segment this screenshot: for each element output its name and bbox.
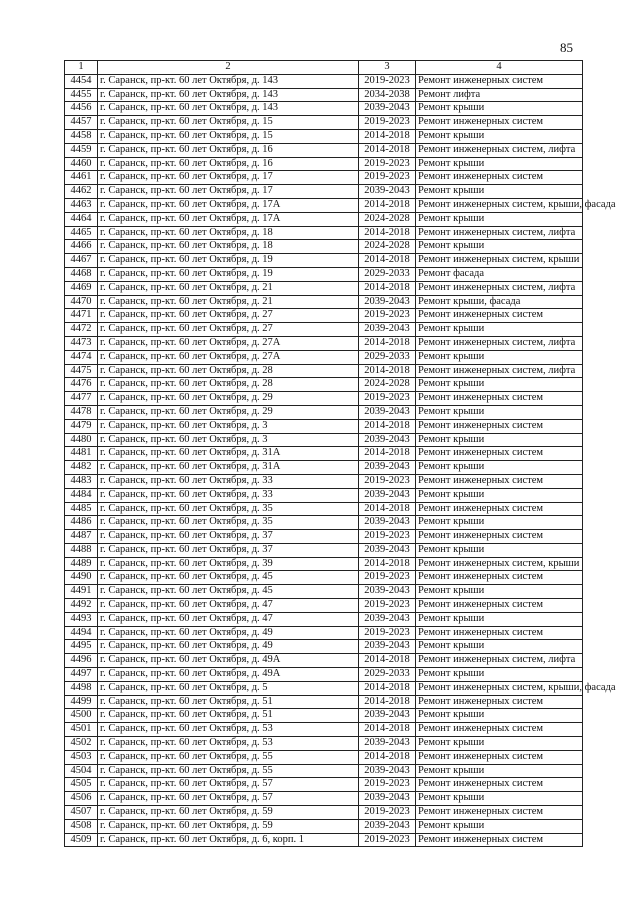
- row-number: 4487: [65, 530, 98, 544]
- address-cell: г. Саранск, пр-кт. 60 лет Октября, д. 15: [98, 129, 359, 143]
- table-row: [65, 737, 583, 751]
- address-cell: г. Саранск, пр-кт. 60 лет Октября, д. 5: [98, 681, 359, 695]
- period-cell: 2019-2023: [359, 778, 416, 792]
- row-number: 4480: [65, 433, 98, 447]
- row-number: 4460: [65, 157, 98, 171]
- address-cell: г. Саранск, пр-кт. 60 лет Октября, д. 16: [98, 157, 359, 171]
- work-type-cell: Ремонт инженерных систем: [416, 392, 583, 406]
- work-type-cell: Ремонт крыши: [416, 737, 583, 751]
- address-cell: г. Саранск, пр-кт. 60 лет Октября, д. 17: [98, 171, 359, 185]
- period-cell: 2014-2018: [359, 695, 416, 709]
- table-row: [65, 226, 583, 240]
- work-type-cell: Ремонт инженерных систем, лифта: [416, 281, 583, 295]
- period-cell: 2014-2018: [359, 750, 416, 764]
- period-cell: 2014-2018: [359, 198, 416, 212]
- period-cell: 2019-2023: [359, 474, 416, 488]
- work-type-cell: Ремонт крыши: [416, 585, 583, 599]
- address-cell: г. Саранск, пр-кт. 60 лет Октября, д. 143: [98, 102, 359, 116]
- row-number: 4472: [65, 323, 98, 337]
- table-row: [65, 378, 583, 392]
- table-row: [65, 185, 583, 199]
- row-number: 4455: [65, 88, 98, 102]
- row-number: 4462: [65, 185, 98, 199]
- table-body: [65, 74, 616, 847]
- period-cell: 2014-2018: [359, 281, 416, 295]
- work-type-cell: Ремонт инженерных систем: [416, 116, 583, 130]
- period-cell: 2039-2043: [359, 612, 416, 626]
- page-number: 85: [560, 40, 573, 55]
- period-cell: 2014-2018: [359, 447, 416, 461]
- work-type-cell: Ремонт крыши: [416, 323, 583, 337]
- row-number: 4484: [65, 488, 98, 502]
- work-type-cell: Ремонт инженерных систем: [416, 833, 583, 847]
- work-type-cell: Ремонт крыши: [416, 102, 583, 116]
- work-type-cell: Ремонт инженерных систем: [416, 626, 583, 640]
- work-type-cell: Ремонт инженерных систем: [416, 171, 583, 185]
- address-cell: г. Саранск, пр-кт. 60 лет Октября, д. 59: [98, 806, 359, 820]
- period-cell: 2019-2023: [359, 171, 416, 185]
- address-cell: г. Саранск, пр-кт. 60 лет Октября, д. 33: [98, 474, 359, 488]
- row-number: 4454: [65, 74, 98, 88]
- period-cell: 2039-2043: [359, 433, 416, 447]
- period-cell: 2039-2043: [359, 516, 416, 530]
- period-cell: 2039-2043: [359, 102, 416, 116]
- work-type-cell: Ремонт инженерных систем, крыши, фасада: [416, 198, 583, 212]
- work-type-cell: Ремонт крыши: [416, 350, 583, 364]
- row-number: 4459: [65, 143, 98, 157]
- table-row: [65, 654, 583, 668]
- table-row: [65, 309, 583, 323]
- table-row: [65, 433, 583, 447]
- period-cell: 2039-2043: [359, 585, 416, 599]
- work-type-cell: Ремонт инженерных систем, лифта: [416, 336, 583, 350]
- work-type-cell: Ремонт крыши: [416, 709, 583, 723]
- row-number: 4461: [65, 171, 98, 185]
- address-cell: г. Саранск, пр-кт. 60 лет Октября, д. 47: [98, 599, 359, 613]
- work-type-cell: Ремонт крыши: [416, 819, 583, 833]
- work-type-cell: Ремонт инженерных систем: [416, 778, 583, 792]
- period-cell: 2039-2043: [359, 295, 416, 309]
- row-number: 4488: [65, 543, 98, 557]
- row-number: 4504: [65, 764, 98, 778]
- period-cell: 2039-2043: [359, 461, 416, 475]
- table-row: [65, 792, 583, 806]
- period-cell: 2019-2023: [359, 530, 416, 544]
- table-row: [65, 461, 583, 475]
- table-row: [65, 502, 583, 516]
- row-number: 4505: [65, 778, 98, 792]
- address-cell: г. Саранск, пр-кт. 60 лет Октября, д. 18: [98, 240, 359, 254]
- address-cell: г. Саранск, пр-кт. 60 лет Октября, д. 33: [98, 488, 359, 502]
- row-number: 4489: [65, 557, 98, 571]
- period-cell: 2039-2043: [359, 323, 416, 337]
- address-cell: г. Саранск, пр-кт. 60 лет Октября, д. 27: [98, 309, 359, 323]
- table-row: [65, 626, 583, 640]
- table-row: [65, 764, 583, 778]
- period-cell: 2019-2023: [359, 116, 416, 130]
- work-type-cell: Ремонт крыши: [416, 543, 583, 557]
- work-type-cell: Ремонт инженерных систем: [416, 309, 583, 323]
- row-number: 4467: [65, 254, 98, 268]
- column-header-3: 3: [359, 61, 416, 75]
- row-number: 4497: [65, 668, 98, 682]
- table-row: [65, 323, 583, 337]
- table-row: [65, 488, 583, 502]
- table-row: [65, 571, 583, 585]
- period-cell: 2014-2018: [359, 557, 416, 571]
- row-number: 4465: [65, 226, 98, 240]
- row-number: 4476: [65, 378, 98, 392]
- table-row: [65, 557, 583, 571]
- repair-schedule-table: [64, 60, 616, 847]
- table-row: [65, 668, 583, 682]
- row-number: 4507: [65, 806, 98, 820]
- address-cell: г. Саранск, пр-кт. 60 лет Октября, д. 57: [98, 792, 359, 806]
- row-number: 4468: [65, 267, 98, 281]
- table-row: [65, 833, 583, 847]
- row-number: 4501: [65, 723, 98, 737]
- row-number: 4499: [65, 695, 98, 709]
- table-row: [65, 88, 583, 102]
- row-number: 4466: [65, 240, 98, 254]
- work-type-cell: Ремонт крыши: [416, 764, 583, 778]
- row-number: 4481: [65, 447, 98, 461]
- work-type-cell: Ремонт инженерных систем: [416, 571, 583, 585]
- period-cell: 2014-2018: [359, 681, 416, 695]
- address-cell: г. Саранск, пр-кт. 60 лет Октября, д. 17А: [98, 198, 359, 212]
- period-cell: 2014-2018: [359, 723, 416, 737]
- row-number: 4475: [65, 364, 98, 378]
- row-number: 4464: [65, 212, 98, 226]
- row-number: 4503: [65, 750, 98, 764]
- period-cell: 2039-2043: [359, 709, 416, 723]
- work-type-cell: Ремонт крыши: [416, 129, 583, 143]
- table-row: [65, 543, 583, 557]
- period-cell: 2029-2033: [359, 350, 416, 364]
- row-number: 4498: [65, 681, 98, 695]
- work-type-cell: Ремонт инженерных систем: [416, 530, 583, 544]
- work-type-cell: Ремонт инженерных систем, лифта: [416, 226, 583, 240]
- table-row: [65, 419, 583, 433]
- row-number: 4500: [65, 709, 98, 723]
- address-cell: г. Саранск, пр-кт. 60 лет Октября, д. 16: [98, 143, 359, 157]
- address-cell: г. Саранск, пр-кт. 60 лет Октября, д. 31А: [98, 447, 359, 461]
- address-cell: г. Саранск, пр-кт. 60 лет Октября, д. 143: [98, 74, 359, 88]
- period-cell: 2034-2038: [359, 88, 416, 102]
- row-number: 4493: [65, 612, 98, 626]
- table-row: [65, 516, 583, 530]
- work-type-cell: Ремонт инженерных систем, крыши: [416, 254, 583, 268]
- table-row: [65, 350, 583, 364]
- address-cell: г. Саранск, пр-кт. 60 лет Октября, д. 51: [98, 709, 359, 723]
- table-row: [65, 709, 583, 723]
- table-row: [65, 143, 583, 157]
- row-number: 4508: [65, 819, 98, 833]
- table-row: [65, 750, 583, 764]
- address-cell: г. Саранск, пр-кт. 60 лет Октября, д. 17А: [98, 212, 359, 226]
- row-number: 4506: [65, 792, 98, 806]
- work-type-cell: Ремонт инженерных систем: [416, 806, 583, 820]
- column-header-1: 1: [65, 61, 98, 75]
- work-type-cell: Ремонт инженерных систем: [416, 447, 583, 461]
- column-header-2: 2: [98, 61, 359, 75]
- period-cell: 2024-2028: [359, 240, 416, 254]
- table-row: [65, 695, 583, 709]
- row-number: 4482: [65, 461, 98, 475]
- period-cell: 2039-2043: [359, 405, 416, 419]
- address-cell: г. Саранск, пр-кт. 60 лет Октября, д. 31А: [98, 461, 359, 475]
- address-cell: г. Саранск, пр-кт. 60 лет Октября, д. 18: [98, 226, 359, 240]
- address-cell: г. Саранск, пр-кт. 60 лет Октября, д. 21: [98, 281, 359, 295]
- table-row: [65, 254, 583, 268]
- row-number: 4490: [65, 571, 98, 585]
- work-type-cell: Ремонт крыши: [416, 488, 583, 502]
- period-cell: 2039-2043: [359, 764, 416, 778]
- row-number: 4496: [65, 654, 98, 668]
- table-row: [65, 129, 583, 143]
- address-cell: г. Саранск, пр-кт. 60 лет Октября, д. 3: [98, 433, 359, 447]
- address-cell: г. Саранск, пр-кт. 60 лет Октября, д. 45: [98, 585, 359, 599]
- address-cell: г. Саранск, пр-кт. 60 лет Октября, д. 27А: [98, 336, 359, 350]
- row-number: 4457: [65, 116, 98, 130]
- row-number: 4483: [65, 474, 98, 488]
- work-type-cell: Ремонт инженерных систем: [416, 723, 583, 737]
- address-cell: г. Саранск, пр-кт. 60 лет Октября, д. 6, корп. 1: [98, 833, 359, 847]
- period-cell: 2019-2023: [359, 599, 416, 613]
- row-number: 4502: [65, 737, 98, 751]
- address-cell: г. Саранск, пр-кт. 60 лет Октября, д. 17: [98, 185, 359, 199]
- period-cell: 2019-2023: [359, 392, 416, 406]
- table-row: [65, 102, 583, 116]
- table-row: [65, 198, 583, 212]
- address-cell: г. Саранск, пр-кт. 60 лет Октября, д. 49А: [98, 654, 359, 668]
- work-type-cell: Ремонт крыши: [416, 640, 583, 654]
- work-type-cell: Ремонт инженерных систем, лифта: [416, 364, 583, 378]
- work-type-cell: Ремонт инженерных систем: [416, 599, 583, 613]
- address-cell: г. Саранск, пр-кт. 60 лет Октября, д. 3: [98, 419, 359, 433]
- address-cell: г. Саранск, пр-кт. 60 лет Октября, д. 53: [98, 723, 359, 737]
- table-row: [65, 405, 583, 419]
- period-cell: 2019-2023: [359, 806, 416, 820]
- row-number: 4486: [65, 516, 98, 530]
- period-cell: 2014-2018: [359, 254, 416, 268]
- table-row: [65, 585, 583, 599]
- table-row: [65, 640, 583, 654]
- address-cell: г. Саранск, пр-кт. 60 лет Октября, д. 15: [98, 116, 359, 130]
- work-type-cell: Ремонт крыши: [416, 792, 583, 806]
- work-type-cell: Ремонт инженерных систем: [416, 74, 583, 88]
- row-number: 4463: [65, 198, 98, 212]
- table-row: [65, 295, 583, 309]
- table-row: [65, 364, 583, 378]
- row-number: 4479: [65, 419, 98, 433]
- address-cell: г. Саранск, пр-кт. 60 лет Октября, д. 53: [98, 737, 359, 751]
- address-cell: г. Саранск, пр-кт. 60 лет Октября, д. 49: [98, 626, 359, 640]
- period-cell: 2019-2023: [359, 626, 416, 640]
- period-cell: 2019-2023: [359, 833, 416, 847]
- row-number: 4458: [65, 129, 98, 143]
- address-cell: г. Саранск, пр-кт. 60 лет Октября, д. 21: [98, 295, 359, 309]
- period-cell: 2014-2018: [359, 143, 416, 157]
- row-number: 4494: [65, 626, 98, 640]
- address-cell: г. Саранск, пр-кт. 60 лет Октября, д. 143: [98, 88, 359, 102]
- work-type-cell: Ремонт лифта: [416, 88, 583, 102]
- table-row: [65, 819, 583, 833]
- address-cell: г. Саранск, пр-кт. 60 лет Октября, д. 37: [98, 543, 359, 557]
- work-type-cell: Ремонт крыши: [416, 212, 583, 226]
- work-type-cell: Ремонт крыши: [416, 612, 583, 626]
- table-row: [65, 116, 583, 130]
- period-cell: 2019-2023: [359, 571, 416, 585]
- column-header-4: 4: [416, 61, 583, 75]
- address-cell: г. Саранск, пр-кт. 60 лет Октября, д. 47: [98, 612, 359, 626]
- work-type-cell: Ремонт крыши: [416, 185, 583, 199]
- address-cell: г. Саранск, пр-кт. 60 лет Октября, д. 55: [98, 764, 359, 778]
- period-cell: 2014-2018: [359, 502, 416, 516]
- table-row: [65, 778, 583, 792]
- address-cell: г. Саранск, пр-кт. 60 лет Октября, д. 29: [98, 405, 359, 419]
- period-cell: 2039-2043: [359, 737, 416, 751]
- row-number: 4474: [65, 350, 98, 364]
- address-cell: г. Саранск, пр-кт. 60 лет Октября, д. 27: [98, 323, 359, 337]
- address-cell: г. Саранск, пр-кт. 60 лет Октября, д. 19: [98, 254, 359, 268]
- work-type-cell: Ремонт крыши: [416, 433, 583, 447]
- address-cell: г. Саранск, пр-кт. 60 лет Октября, д. 59: [98, 819, 359, 833]
- period-cell: 2024-2028: [359, 378, 416, 392]
- row-number: 4492: [65, 599, 98, 613]
- period-cell: 2039-2043: [359, 185, 416, 199]
- address-cell: г. Саранск, пр-кт. 60 лет Октября, д. 55: [98, 750, 359, 764]
- table-row: [65, 723, 583, 737]
- period-cell: 2014-2018: [359, 364, 416, 378]
- row-number: 4456: [65, 102, 98, 116]
- row-number: 4469: [65, 281, 98, 295]
- row-number: 4473: [65, 336, 98, 350]
- table-row: [65, 474, 583, 488]
- period-cell: 2019-2023: [359, 309, 416, 323]
- row-number: 4478: [65, 405, 98, 419]
- address-cell: г. Саранск, пр-кт. 60 лет Октября, д. 28: [98, 364, 359, 378]
- table-row: [65, 74, 583, 88]
- address-cell: г. Саранск, пр-кт. 60 лет Октября, д. 45: [98, 571, 359, 585]
- work-type-cell: Ремонт крыши: [416, 668, 583, 682]
- address-cell: г. Саранск, пр-кт. 60 лет Октября, д. 19: [98, 267, 359, 281]
- row-number: 4491: [65, 585, 98, 599]
- work-type-cell: Ремонт инженерных систем, крыши, фасада: [416, 681, 583, 695]
- table-row: [65, 447, 583, 461]
- address-cell: г. Саранск, пр-кт. 60 лет Октября, д. 35: [98, 502, 359, 516]
- period-cell: 2014-2018: [359, 654, 416, 668]
- work-type-cell: Ремонт инженерных систем: [416, 750, 583, 764]
- address-cell: г. Саранск, пр-кт. 60 лет Октября, д. 51: [98, 695, 359, 709]
- work-type-cell: Ремонт инженерных систем: [416, 695, 583, 709]
- period-cell: 2029-2033: [359, 267, 416, 281]
- table-row: [65, 336, 583, 350]
- table-row: [65, 806, 583, 820]
- address-cell: г. Саранск, пр-кт. 60 лет Октября, д. 37: [98, 530, 359, 544]
- work-type-cell: Ремонт инженерных систем, лифта: [416, 143, 583, 157]
- period-cell: 2014-2018: [359, 129, 416, 143]
- period-cell: 2039-2043: [359, 792, 416, 806]
- period-cell: 2029-2033: [359, 668, 416, 682]
- address-cell: г. Саранск, пр-кт. 60 лет Октября, д. 57: [98, 778, 359, 792]
- table-row: [65, 212, 583, 226]
- period-cell: 2039-2043: [359, 543, 416, 557]
- table-row: [65, 157, 583, 171]
- period-cell: 2019-2023: [359, 157, 416, 171]
- work-type-cell: Ремонт фасада: [416, 267, 583, 281]
- table-row: [65, 392, 583, 406]
- work-type-cell: Ремонт крыши: [416, 240, 583, 254]
- period-cell: 2014-2018: [359, 419, 416, 433]
- work-type-cell: Ремонт крыши, фасада: [416, 295, 583, 309]
- table-header-row: [65, 61, 583, 75]
- work-type-cell: Ремонт крыши: [416, 516, 583, 530]
- period-cell: 2019-2023: [359, 74, 416, 88]
- address-cell: г. Саранск, пр-кт. 60 лет Октября, д. 28: [98, 378, 359, 392]
- period-cell: 2024-2028: [359, 212, 416, 226]
- table-row: [65, 612, 583, 626]
- row-number: 4470: [65, 295, 98, 309]
- row-number: 4509: [65, 833, 98, 847]
- period-cell: 2039-2043: [359, 819, 416, 833]
- table-row: [65, 281, 583, 295]
- table-row: [65, 240, 583, 254]
- table-row: [65, 530, 583, 544]
- table-row: [65, 171, 583, 185]
- row-number: 4485: [65, 502, 98, 516]
- work-type-cell: Ремонт инженерных систем, лифта: [416, 654, 583, 668]
- period-cell: 2014-2018: [359, 226, 416, 240]
- period-cell: 2039-2043: [359, 640, 416, 654]
- period-cell: 2039-2043: [359, 488, 416, 502]
- work-type-cell: Ремонт инженерных систем: [416, 419, 583, 433]
- table-row: [65, 681, 583, 695]
- work-type-cell: Ремонт крыши: [416, 405, 583, 419]
- address-cell: г. Саранск, пр-кт. 60 лет Октября, д. 49: [98, 640, 359, 654]
- row-number: 4495: [65, 640, 98, 654]
- address-cell: г. Саранск, пр-кт. 60 лет Октября, д. 39: [98, 557, 359, 571]
- work-type-cell: Ремонт инженерных систем, крыши: [416, 557, 583, 571]
- address-cell: г. Саранск, пр-кт. 60 лет Октября, д. 29: [98, 392, 359, 406]
- period-cell: 2014-2018: [359, 336, 416, 350]
- address-cell: г. Саранск, пр-кт. 60 лет Октября, д. 35: [98, 516, 359, 530]
- work-type-cell: Ремонт крыши: [416, 157, 583, 171]
- table-row: [65, 599, 583, 613]
- work-type-cell: Ремонт инженерных систем: [416, 502, 583, 516]
- work-type-cell: Ремонт крыши: [416, 378, 583, 392]
- address-cell: г. Саранск, пр-кт. 60 лет Октября, д. 49А: [98, 668, 359, 682]
- table-row: [65, 267, 583, 281]
- row-number: 4471: [65, 309, 98, 323]
- address-cell: г. Саранск, пр-кт. 60 лет Октября, д. 27А: [98, 350, 359, 364]
- work-type-cell: Ремонт инженерных систем: [416, 474, 583, 488]
- row-number: 4477: [65, 392, 98, 406]
- work-type-cell: Ремонт крыши: [416, 461, 583, 475]
